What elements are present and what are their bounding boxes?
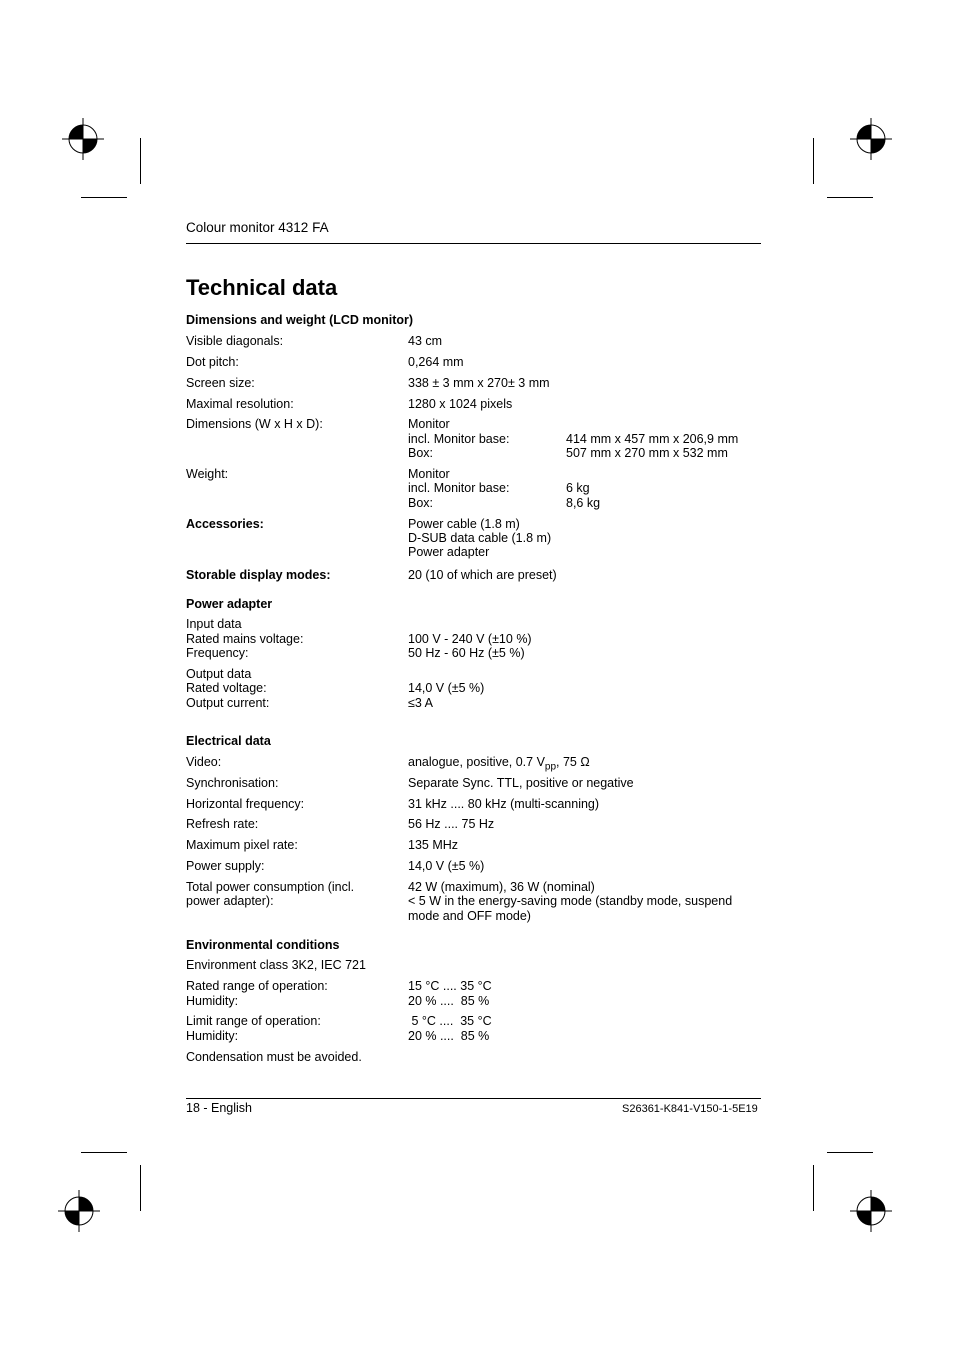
spec-value: 1280 x 1024 pixels [408, 397, 513, 411]
spec-value: 42 W (maximum), 36 W (nominal) [408, 880, 595, 894]
spec-value: 6 kg [566, 481, 590, 495]
spec-value: 14,0 V (±5 %) [408, 859, 485, 873]
section-heading-environment: Environmental conditions [186, 938, 340, 952]
crop-mark [813, 1165, 814, 1211]
spec-label: Humidity: [186, 1029, 239, 1043]
spec-note: Condensation must be avoided. [186, 1050, 362, 1064]
spec-label: Dot pitch: [186, 355, 239, 369]
spec-value: 20 % .... 85 % [408, 1029, 490, 1043]
spec-value: Box: [408, 446, 434, 460]
spec-label: Dimensions (W x H x D): [186, 417, 323, 431]
spec-value: 50 Hz - 60 Hz (±5 %) [408, 646, 525, 660]
spec-value-video [408, 755, 590, 775]
spec-value: Box: [408, 496, 434, 510]
spec-value: incl. Monitor base: [408, 481, 510, 495]
spec-value: 20 % .... 85 % [408, 994, 490, 1008]
spec-label: Visible diagonals: [186, 334, 284, 348]
spec-value: 31 kHz .... 80 kHz (multi-scanning) [408, 797, 600, 811]
spec-value: 135 MHz [408, 838, 459, 852]
spec-value: 8,6 kg [566, 496, 601, 510]
page-title: Technical data [186, 275, 338, 300]
spec-label: Refresh rate: [186, 817, 259, 831]
spec-value: 0,264 mm [408, 355, 464, 369]
footer-rule [186, 1098, 761, 1099]
running-header: Colour monitor 4312 FA [186, 220, 329, 235]
spec-label: power adapter): [186, 894, 274, 908]
list-item: Power cable (1.8 m) [408, 517, 520, 531]
video-value-main: analogue, positive, 0.7 V [408, 755, 545, 769]
spec-value: 14,0 V (±5 %) [408, 681, 485, 695]
video-value-sub: pp [544, 761, 557, 773]
spec-value: 414 mm x 457 mm x 206,9 mm [566, 432, 739, 446]
list-item: Power adapter [408, 545, 490, 559]
spec-value: < 5 W in the energy-saving mode (standby mode, suspend [408, 894, 733, 908]
spec-value: 100 V - 240 V (±10 %) [408, 632, 532, 646]
spec-label: Synchronisation: [186, 776, 279, 790]
document-id: S26361-K841-V150-1-5E19 [622, 1103, 758, 1115]
crop-mark [140, 1165, 141, 1211]
crop-mark [813, 138, 814, 184]
section-heading-dimensions: Dimensions and weight (LCD monitor) [186, 313, 414, 327]
crop-mark [140, 138, 141, 184]
spec-label: Screen size: [186, 376, 255, 390]
spec-value: 20 (10 of which are preset) [408, 568, 557, 582]
spec-label: Weight: [186, 467, 229, 481]
spec-note: Environment class 3K2, IEC 721 [186, 958, 366, 972]
spec-label: Horizontal frequency: [186, 797, 305, 811]
video-value-tail: , 75 Ω [556, 755, 590, 769]
registration-mark-bottom-left [58, 1190, 100, 1232]
spec-value: 338 ± 3 mm x 270± 3 mm [408, 376, 550, 390]
spec-value: 5 °C .... 35 °C [408, 1014, 492, 1028]
spec-label: Frequency: [186, 646, 249, 660]
crop-mark [81, 197, 127, 198]
spec-label: Limit range of operation: [186, 1014, 321, 1028]
registration-mark-top-right [850, 118, 892, 160]
spec-label: Storable display modes: [186, 568, 331, 582]
spec-value: Monitor [408, 467, 450, 481]
section-heading-electrical: Electrical data [186, 734, 271, 748]
registration-mark-top-left [62, 118, 104, 160]
crop-mark [827, 197, 873, 198]
spec-value: 507 mm x 270 mm x 532 mm [566, 446, 728, 460]
spec-label: Power supply: [186, 859, 265, 873]
spec-value: 15 °C .... 35 °C [408, 979, 492, 993]
crop-mark [827, 1152, 873, 1153]
spec-label: Video: [186, 755, 222, 769]
spec-value: 43 cm [408, 334, 443, 348]
spec-value: mode and OFF mode) [408, 909, 531, 923]
spec-label: Rated range of operation: [186, 979, 328, 993]
spec-label: Maximum pixel rate: [186, 838, 298, 852]
spec-value: incl. Monitor base: [408, 432, 510, 446]
spec-value: 56 Hz .... 75 Hz [408, 817, 495, 831]
header-rule [186, 243, 761, 244]
spec-label: Humidity: [186, 994, 239, 1008]
spec-label: Output current: [186, 696, 270, 710]
spec-group-title: Output data [186, 667, 252, 681]
spec-label: Rated mains voltage: [186, 632, 304, 646]
spec-value: ≤3 A [408, 696, 433, 710]
spec-value: Monitor [408, 417, 450, 431]
spec-label: Rated voltage: [186, 681, 267, 695]
section-heading-power-adapter: Power adapter [186, 597, 273, 611]
crop-mark [81, 1152, 127, 1153]
spec-label: Total power consumption (incl. [186, 880, 355, 894]
list-item: D-SUB data cable (1.8 m) [408, 531, 552, 545]
registration-mark-bottom-right [850, 1190, 892, 1232]
spec-group-title: Input data [186, 617, 242, 631]
spec-label: Maximal resolution: [186, 397, 294, 411]
page-number: 18 - English [186, 1101, 253, 1115]
spec-label: Accessories: [186, 517, 264, 531]
spec-value: Separate Sync. TTL, positive or negative [408, 776, 634, 790]
